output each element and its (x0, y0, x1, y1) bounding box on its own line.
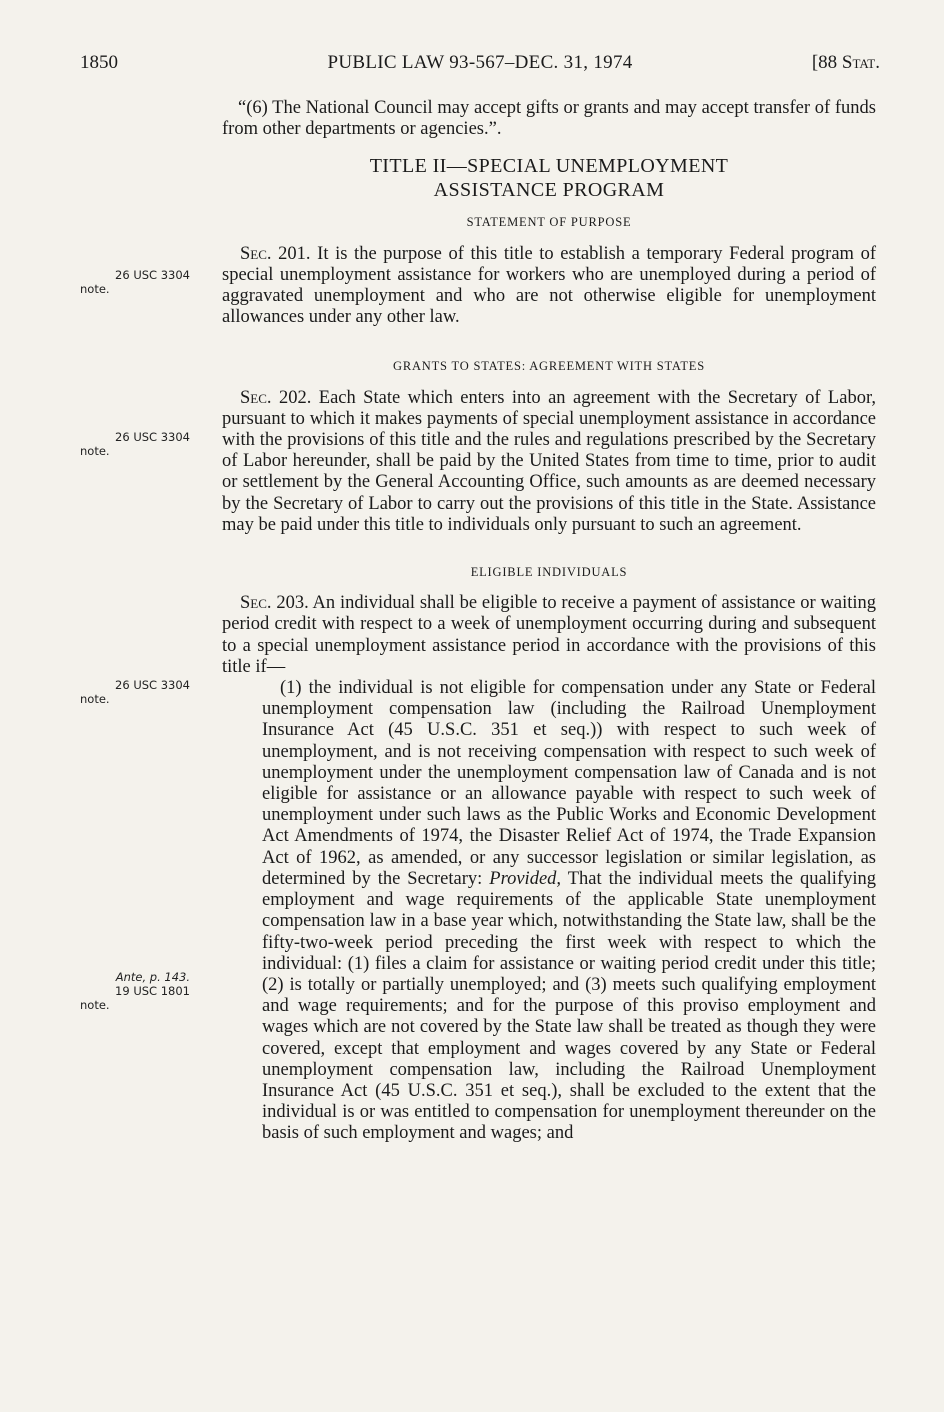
margin-note-line: 19 USC 1801 (115, 984, 190, 998)
margin-note-item-1 (70, 970, 190, 1012)
section-text: Each State which enters into an agreement with the Secretary of Labor, pursuant to which it makes payments of special unemployment assistance in accordance with the provisions of this title and the rules and regulations prescribed by the Secretary of Labor hereunder, shall be paid by the United States from time to time, prior to audit or settlement by the General Accounting Office, such amounts as are deemed necessary by the Secretary of Labor to carry out the provisions of this title in the State. Assistance may be paid under this title to individuals only pursuant to such an agreement. (222, 387, 876, 535)
margin-note-line: 26 USC 3304 (115, 430, 190, 444)
margin-note-line: Ante, p. 143. (115, 970, 190, 984)
volume-abbreviation: Stat. (841, 52, 880, 73)
margin-note-line: note. (80, 282, 110, 296)
page-number: 1850 (80, 52, 118, 73)
section-heading: ELIGIBLE INDIVIDUALS (470, 565, 628, 580)
paragraph-item-1 (262, 678, 876, 1144)
provided-term: Provided, (489, 868, 562, 889)
section-203 (222, 593, 876, 678)
section-202 (222, 388, 876, 536)
margin-note-line: 26 USC 3304 (115, 268, 190, 282)
running-title: PUBLIC LAW 93-567–DEC. 31, 1974 (327, 52, 633, 73)
margin-note-sec-202 (70, 430, 190, 458)
section-201 (222, 244, 876, 329)
title-line: ASSISTANCE PROGRAM (433, 179, 665, 202)
margin-note-sec-201 (70, 268, 190, 296)
section-label: Sec. 202. (240, 387, 312, 408)
page-header (80, 52, 880, 82)
margin-note-line: note. (80, 692, 110, 706)
margin-note-line: note. (80, 444, 110, 458)
section-label: Sec. 201. (240, 243, 311, 264)
volume-number: [88 (811, 52, 842, 73)
intro-paragraph: “(6) The National Council may accept gifts or grants and may accept transfer of funds from other departments or agencies.”. (222, 98, 876, 140)
section-label: Sec. 203. (240, 593, 309, 614)
section-heading: GRANTS TO STATES: AGREEMENT WITH STATES (393, 359, 705, 374)
section-heading: STATEMENT OF PURPOSE (466, 215, 632, 230)
title-heading (222, 154, 876, 202)
title-line: TITLE II—SPECIAL UNEMPLOYMENT (369, 155, 729, 178)
section-text: An individual shall be eligible to receive a payment of assistance or waiting period credit with respect to a week of unemployment occurring during and subsequent to a special unemployment assistance period in accordance with the provisions of this title if— (222, 593, 876, 677)
margin-note-line: 26 USC 3304 (115, 678, 190, 692)
item-text: That the individual meets the qualifying employment and wage requirements of the applicable State unemployment compensation law in a base year which, notwithstanding the State law, shall be the fifty-two-week period preceding the first week with respect to which the individual: (1) files a claim for assistance or waiting period credit under this title; (2) is totally or partially unemployed; and (3) meets such qualifying employment and wage requirements; and for the purpose of this proviso employment and wages which are not covered by the State law shall be treated as though they were covered, except that employment and wages covered by any State or Federal unemployment compensation law, including the Railroad Unemployment Insurance Act (45 U.S.C. 351 et seq.), shall be excluded to the extent that the individual is or was entitled to compensation for unemployment thereunder on the basis of such employment and wages; and (262, 868, 876, 1144)
margin-note-sec-203 (70, 678, 190, 706)
volume-reference (812, 52, 880, 74)
item-text: (1) the individual is not eligible for compensation under any State or Federal unemployment compensation law (including the Railroad Unemployment Insurance Act (45 U.S.C. 351 et seq.)) with respect to such week of unemployment, and is not receiving compensation with respect to such week of unemployment under the unemployment compensation law of Canada and is not eligible for assistance or an allowance payable with respect to such week of unemployment under such laws as the Public Works and Economic Development Act Amendments of 1974, the Disaster Relief Act of 1974, the Trade Expansion Act of 1962, as amended, or any successor legislation or similar legislation, as determined by the Secretary: (262, 678, 876, 889)
margin-note-line: note. (80, 998, 110, 1012)
document-body (222, 98, 876, 1145)
section-text: It is the purpose of this title to establish a temporary Federal program of special unemployment assistance for workers who are unemployed during a period of aggravated unemployment and who are not otherwise eligible for unemployment allowances under any other law. (222, 243, 876, 328)
